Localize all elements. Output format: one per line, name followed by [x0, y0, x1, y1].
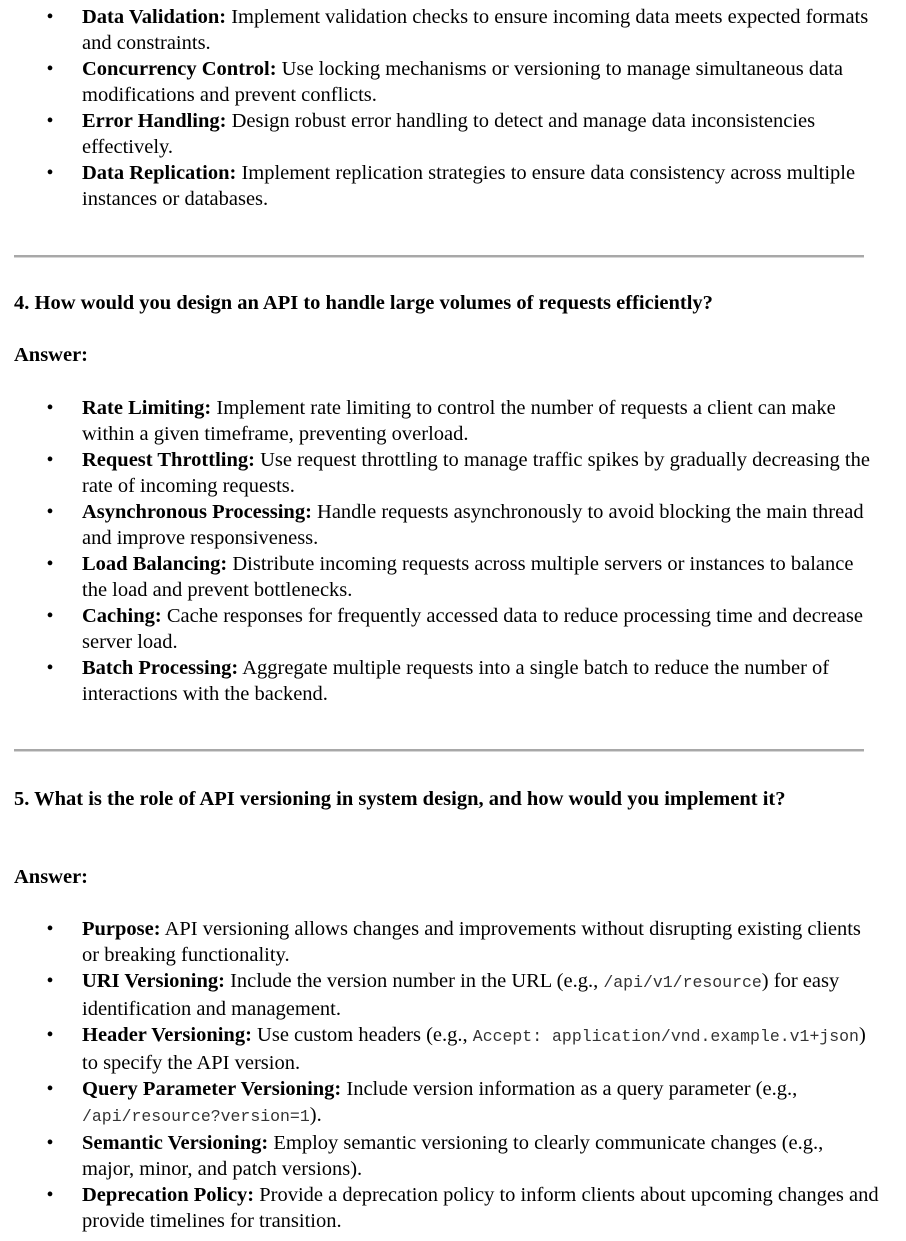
list-item [0, 447, 880, 499]
bullet-icon: • [46, 58, 54, 80]
list-item [0, 916, 880, 968]
item-term: Deprecation Policy: [82, 1184, 255, 1206]
bullet-icon: • [46, 1024, 54, 1046]
item-text: Design robust error handling to detect and manage data inconsistencies effectively. [82, 110, 816, 158]
item-term: Data Validation: [82, 6, 227, 28]
item-text: ) for easy identification and management. [82, 970, 840, 1020]
item-term: Purpose: [82, 918, 161, 940]
list-item [0, 4, 880, 56]
section-divider [14, 255, 864, 258]
item-term: Semantic Versioning: [82, 1132, 269, 1154]
item-text: Employ semantic versioning to clearly communicate changes (e.g., major, minor, and patch versions). [82, 1132, 824, 1180]
bullet-icon: • [46, 449, 54, 471]
section4-list [0, 395, 880, 707]
section3-list [0, 4, 880, 212]
bullet-icon: • [46, 6, 54, 28]
list-item [0, 655, 880, 707]
item-text: Use request throttling to manage traffic spikes by gradually decreasing the rate of incoming requests. [82, 449, 870, 497]
item-text: Aggregate multiple requests into a single batch to reduce the number of interactions with the backend. [82, 657, 830, 705]
item-text: Implement rate limiting to control the number of requests a client can make within a given timeframe, preventing overload. [82, 397, 836, 445]
list-item [0, 1076, 880, 1130]
list-item [0, 56, 880, 108]
item-text: API versioning allows changes and improvements without disrupting existing clients or breaking functionality. [82, 918, 861, 966]
item-term: Request Throttling: [82, 449, 255, 471]
bullet-icon: • [46, 1184, 54, 1206]
item-term: Batch Processing: [82, 657, 239, 679]
item-term: Caching: [82, 605, 162, 627]
bullet-icon: • [46, 397, 54, 419]
list-item [0, 499, 880, 551]
code-example: /api/resource?version=1 [82, 1107, 310, 1126]
item-term: Query Parameter Versioning: [82, 1078, 342, 1100]
item-text: Include version information as a query parameter (e.g., [341, 1078, 798, 1100]
item-text: Distribute incoming requests across multiple servers or instances to balance the load and prevent bottlenecks. [82, 553, 854, 601]
item-term: Error Handling: [82, 110, 227, 132]
question-heading: 5. What is the role of API versioning in system design, and how would you implement it? [14, 788, 786, 810]
bullet-icon: • [46, 970, 54, 992]
answer-label: Answer: [14, 344, 89, 366]
answer-label: Answer: [14, 866, 89, 888]
item-text: Use locking mechanisms or versioning to manage simultaneous data modifications and prevent conflicts. [82, 58, 844, 106]
list-item [0, 1022, 880, 1076]
list-item [0, 603, 880, 655]
bullet-icon: • [46, 1132, 54, 1154]
item-term: Header Versioning: [82, 1024, 252, 1046]
item-text: Include the version number in the URL (e.g., [224, 970, 604, 992]
list-item [0, 968, 880, 1022]
bullet-icon: • [46, 162, 54, 184]
item-text: Use custom headers (e.g., [251, 1024, 473, 1046]
item-text: Implement replication strategies to ensure data consistency across multiple instances or databases. [82, 162, 856, 210]
item-text: Implement validation checks to ensure incoming data meets expected formats and constraints. [82, 6, 869, 54]
item-text: Handle requests asynchronously to avoid blocking the main thread and improve responsiveness. [82, 501, 864, 549]
bullet-icon: • [46, 605, 54, 627]
bullet-icon: • [46, 1078, 54, 1100]
bullet-icon: • [46, 110, 54, 132]
item-term: Load Balancing: [82, 553, 228, 575]
item-term: URI Versioning: [82, 970, 225, 992]
section5-list [0, 916, 880, 1234]
item-term: Data Replication: [82, 162, 237, 184]
item-text: Provide a deprecation policy to inform clients about upcoming changes and provide timelines for transition. [82, 1184, 879, 1232]
section-divider [14, 749, 864, 752]
bullet-icon: • [46, 657, 54, 679]
bullet-icon: • [46, 918, 54, 940]
list-item [0, 395, 880, 447]
bullet-icon: • [46, 553, 54, 575]
bullet-icon: • [46, 501, 54, 523]
list-item [0, 1182, 880, 1234]
code-example: /api/v1/resource [603, 973, 762, 992]
question-heading: 4. How would you design an API to handle large volumes of requests efficiently? [14, 292, 713, 314]
list-item [0, 108, 880, 160]
item-text: Cache responses for frequently accessed data to reduce processing time and decrease server load. [82, 605, 863, 653]
item-term: Concurrency Control: [82, 58, 277, 80]
item-text: ) to specify the API version. [82, 1024, 866, 1074]
list-item [0, 160, 880, 212]
code-example: Accept: application/vnd.example.v1+json [472, 1027, 859, 1046]
item-text: ). [309, 1104, 322, 1126]
list-item [0, 1130, 880, 1182]
item-term: Rate Limiting: [82, 397, 212, 419]
item-term: Asynchronous Processing: [82, 501, 312, 523]
list-item [0, 551, 880, 603]
